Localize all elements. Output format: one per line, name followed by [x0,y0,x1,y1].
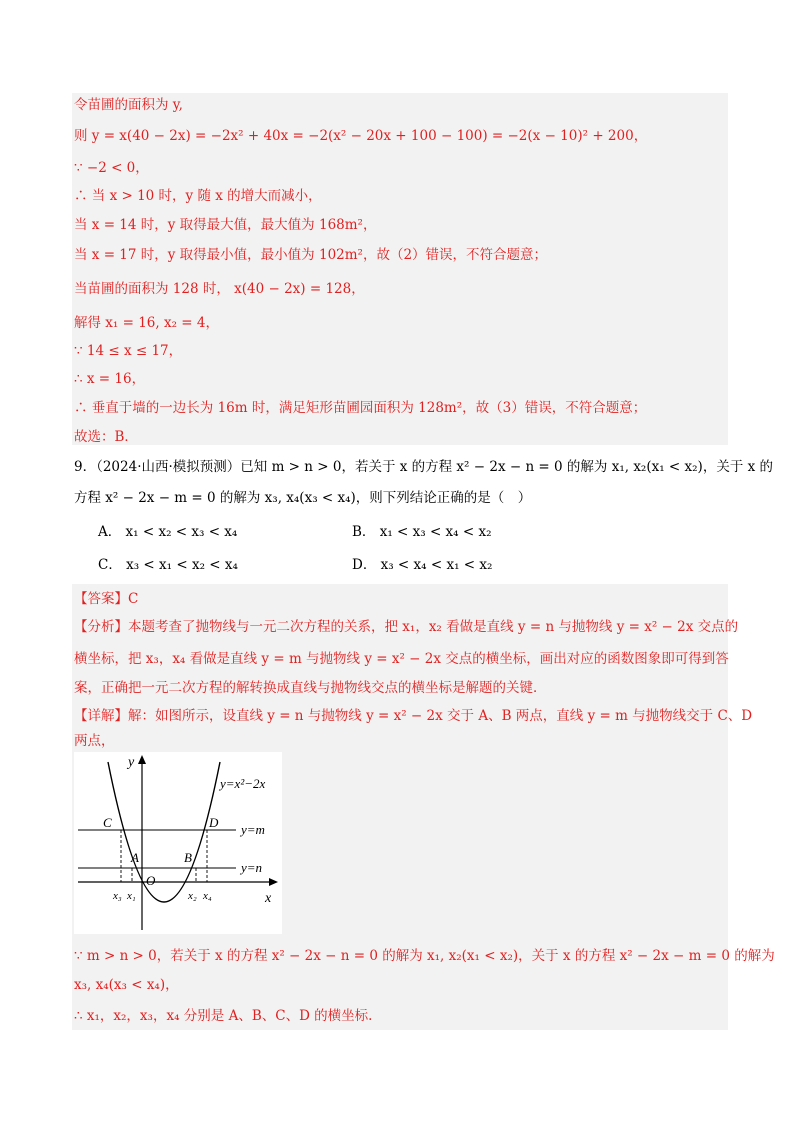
solution-line-1: 令苗圃的面积为 y, [74,97,183,113]
x-axis-label: x [265,891,272,906]
answer-line: 【答案】C [74,591,139,607]
solution-line-12: 故选：B． [74,429,138,445]
option-a: A． x₁ < x₂ < x₃ < x₄ [98,524,238,540]
curve-label: y=x²−2x [220,776,266,791]
option-b: B． x₁ < x₃ < x₄ < x₂ [352,524,492,540]
solution-line-7: 当苗圃的面积为 128 时， x(40 − 2x) = 128， [74,281,365,297]
solution-line-10: ∴ x = 16， [74,371,146,387]
after-figure-line-3: ∴ x₁，x₂，x₃，x₄ 分别是 A、B、C、D 的横坐标. [74,1008,373,1024]
solution-line-3: ∵ −2 < 0， [74,160,149,176]
tick-x1-label: x₁ [127,890,136,902]
question-line-2: 方程 x² − 2x − m = 0 的解为 x₃, x₄(x₃ < x₄)，则下列结论正确的是（ ） [74,490,532,506]
analysis-line-1: 【分析】本题考查了抛物线与一元二次方程的关系，把 x₁，x₂ 看做是直线 y = n 与抛物线 y = x² − 2x 交点的 [74,619,739,635]
origin-label: O [146,873,156,888]
parabola-curve [108,762,220,902]
option-d: D． x₃ < x₄ < x₁ < x₂ [352,557,493,573]
point-b-label: B [184,850,192,865]
point-a-label: A [131,850,139,865]
solution-line-8: 解得 x₁ = 16, x₂ = 4， [74,315,219,331]
detail-line-2: 两点， [74,733,115,749]
solution-line-6: 当 x = 17 时，y 取得最小值，最小值为 102m²，故（2）错误，不符合题意； [74,247,548,263]
line-m-label: y=m [241,822,265,837]
tick-x2-label: x₂ [188,890,197,902]
point-c-label: C [103,815,112,830]
analysis-line-3: 案，正确把一元二次方程的解转换成直线与抛物线交点的横坐标是解题的关键． [74,680,547,696]
detail-line-1: 【详解】解：如图所示，设直线 y = n 与抛物线 y = x² − 2x 交于 A、B 两点，直线 y = m 与抛物线交于 C、D [74,708,753,724]
point-d-label: D [209,815,219,830]
tick-x4-label: x₄ [203,890,212,902]
y-axis-arrow-icon [138,755,146,764]
solution-line-4: ∴ 当 x > 10 时，y 随 x 的增大而减小， [74,188,322,204]
solution-line-11: ∴ 垂直于墙的一边长为 16m 时，满足矩形苗圃园面积为 128m²，故（3）错误，不符合题意； [74,400,647,416]
question-line-1: 9．（2024·山西·模拟预测）已知 m > n > 0，若关于 x 的方程 x² − 2x − n = 0 的解为 x₁, x₂(x₁ < x₂)，关于 x 的 [74,459,774,475]
after-figure-line-1: ∵ m > n > 0，若关于 x 的方程 x² − 2x − n = 0 的解为 x₁, x₂(x₁ < x₂)，关于 x 的方程 x² − 2x − m = 0 的解为 [74,948,775,964]
analysis-line-2: 横坐标，把 x₃，x₄ 看做是直线 y = m 与抛物线 y = x² − 2x 交点的横坐标，画出对应的函数图象即可得到答 [74,651,729,667]
y-axis-label: y [128,755,135,770]
line-n-label: y=n [241,860,263,875]
after-figure-line-2: x₃, x₄(x₃ < x₄)， [74,977,179,993]
solution-line-2: 则 y = x(40 − 2x) = −2x² + 40x = −2(x² − 20x + 100 − 100) = −2(x − 10)² + 200， [74,128,648,144]
solution-line-5: 当 x = 14 时，y 取得最大值，最大值为 168m²， [74,217,377,233]
solution-line-9: ∵ 14 ≤ x ≤ 17， [74,343,183,359]
parabola-figure [74,752,282,934]
option-c: C． x₃ < x₁ < x₂ < x₄ [98,557,238,573]
parabola-figure-svg [74,752,282,934]
tick-x3-label: x₃ [113,890,122,902]
x-axis-arrow-icon [269,878,278,886]
